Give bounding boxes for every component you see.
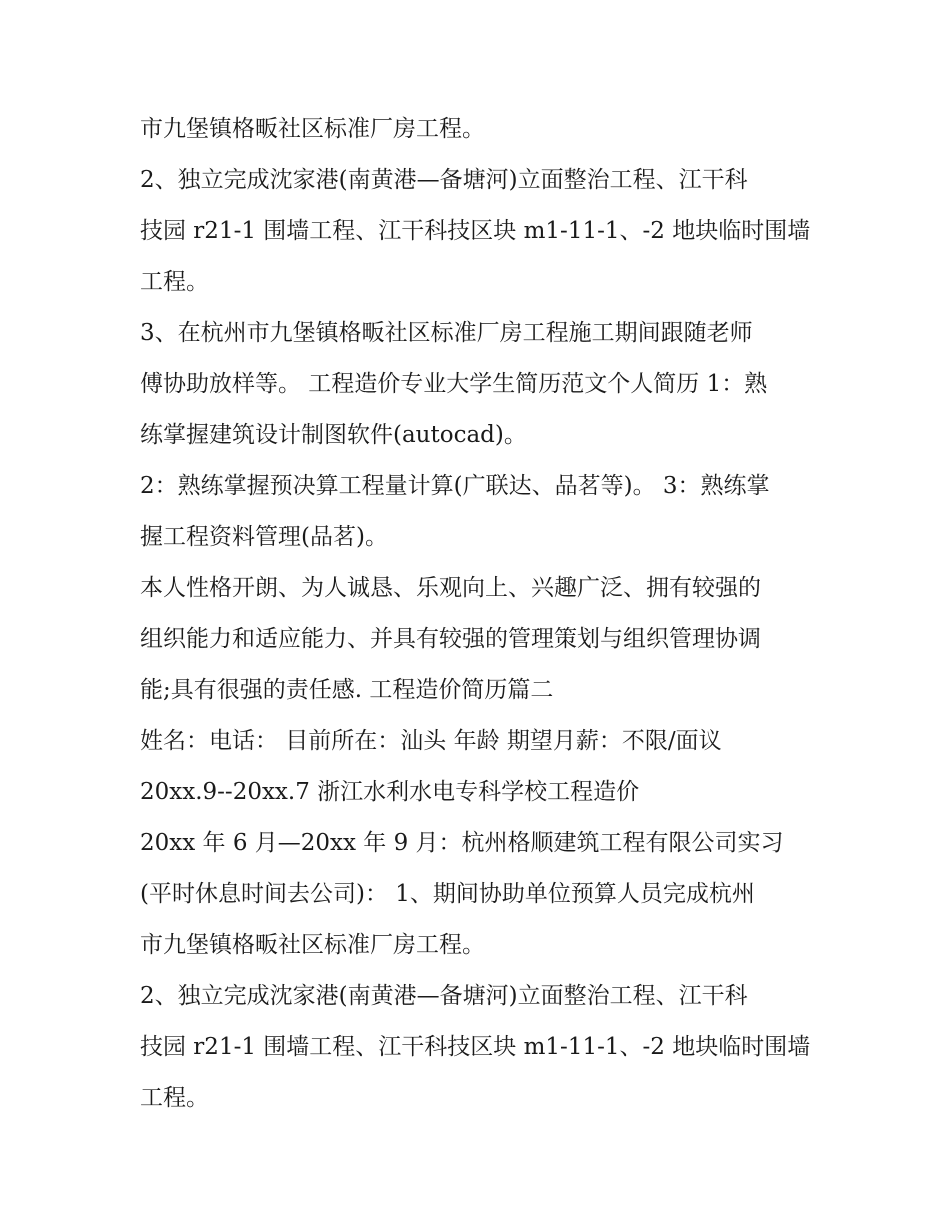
text-line: 3、在杭州市九堡镇格畈社区标准厂房工程施工期间跟随老师	[140, 320, 753, 346]
text-line: 工程。	[140, 1085, 209, 1111]
document-body	[140, 104, 820, 1124]
text-line: 市九堡镇格畈社区标准厂房工程。	[140, 116, 485, 142]
text-line: 2：熟练掌握预决算工程量计算(广联达、品茗等)。 3：熟练掌	[140, 473, 770, 499]
text-line: 能;具有很强的责任感. 工程造价简历篇二	[140, 677, 554, 703]
text-line: 组织能力和适应能力、并具有较强的管理策划与组织管理协调	[140, 626, 761, 652]
text-line: 市九堡镇格畈社区标准厂房工程。	[140, 932, 485, 958]
text-line: 20xx 年 6 月—20xx 年 9 月：杭州格顺建筑工程有限公司实习	[140, 830, 784, 856]
text-line: 2、独立完成沈家港(南黄港—备塘河)立面整治工程、江干科	[140, 167, 748, 193]
text-line: 本人性格开朗、为人诚恳、乐观向上、兴趣广泛、拥有较强的	[140, 575, 761, 601]
text-line: 练掌握建筑设计制图软件(autocad)。	[140, 422, 527, 448]
text-line: 姓名：电话： 目前所在：汕头 年龄 期望月薪：不限/面议	[140, 728, 722, 754]
text-line: 20xx.9--20xx.7 浙江水利水电专科学校工程造价	[140, 779, 640, 805]
text-line: (平时休息时间去公司)： 1、期间协助单位预算人员完成杭州	[140, 881, 755, 907]
text-line: 傅协助放样等。 工程造价专业大学生简历范文个人简历 1：熟	[140, 371, 768, 397]
text-line: 2、独立完成沈家港(南黄港—备塘河)立面整治工程、江干科	[140, 983, 748, 1009]
text-line: 技园 r21-1 围墙工程、江干科技区块 m1-11-1、-2 地块临时围墙	[140, 218, 811, 244]
text-line: 工程。	[140, 269, 209, 295]
text-line: 技园 r21-1 围墙工程、江干科技区块 m1-11-1、-2 地块临时围墙	[140, 1034, 811, 1060]
text-line: 握工程资料管理(品茗)。	[140, 524, 388, 550]
